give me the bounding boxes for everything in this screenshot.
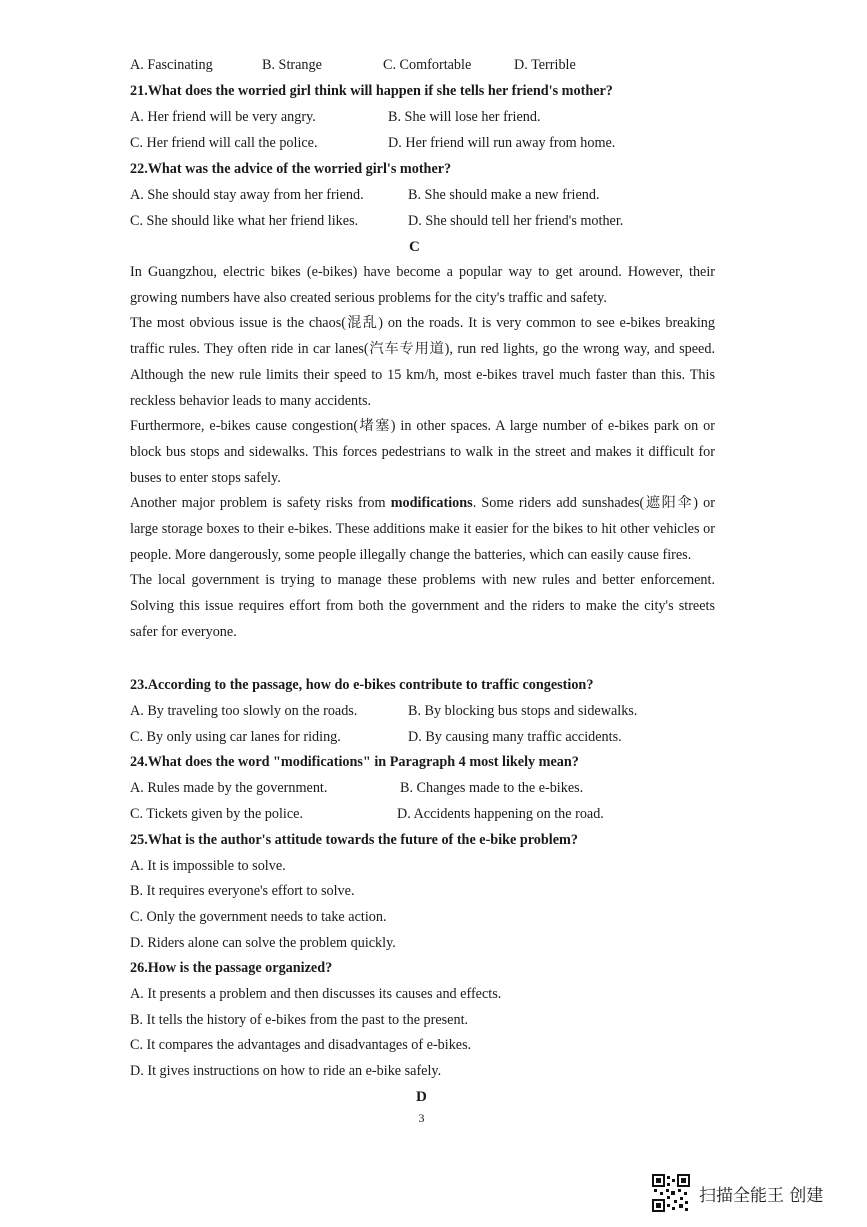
paragraph-4-text-before: Another major problem is safety risks from (130, 495, 391, 512)
q24-option-b: B. Changes made to the e-bikes. (400, 780, 584, 796)
section-d-heading: D (416, 1089, 427, 1105)
q20-option-b: B. Strange (262, 57, 322, 73)
q26-option-d: D. It gives instructions on how to ride an e-bike safely. (130, 1063, 442, 1079)
q20-option-a: A. Fascinating (130, 57, 213, 73)
q22-option-b: B. She should make a new friend. (408, 187, 600, 203)
page-number: 3 (418, 1111, 425, 1125)
q25-question: 25.What is the author's attitude towards the future of the e-bike problem? (130, 832, 578, 848)
q22-option-c: C. She should like what her friend likes. (130, 213, 359, 229)
q24-option-d: D. Accidents happening on the road. (397, 806, 604, 822)
paragraph-4-text-after: . Some riders add sunshades(遮阳伞) or large storage boxes to their e-bikes. These additions make it easier for the bikes to hit other vehicles or people. More dangerously, some people illegally change the batteries, which can easily cause fires. (130, 495, 715, 563)
scanner-app-label: 扫描全能王 创建 (699, 1185, 824, 1206)
scanner-watermark (652, 1174, 823, 1212)
q24-option-c: C. Tickets given by the police. (130, 806, 303, 822)
q23-option-a: A. By traveling too slowly on the roads. (130, 703, 358, 719)
q23-option-d: D. By causing many traffic accidents. (408, 729, 622, 745)
passage-c-paragraph-4 (130, 491, 715, 568)
q22-question: 22.What was the advice of the worried girl's mother? (130, 161, 452, 177)
q25-option-a: A. It is impossible to solve. (130, 858, 286, 874)
q24-question: 24.What does the word "modifications" in Paragraph 4 most likely mean? (130, 754, 579, 770)
q25-option-b: B. It requires everyone's effort to solve. (130, 883, 355, 899)
q23-option-c: C. By only using car lanes for riding. (130, 729, 341, 745)
q21-question: 21.What does the worried girl think will happen if she tells her friend's mother? (130, 83, 613, 99)
q23-option-b: B. By blocking bus stops and sidewalks. (408, 703, 638, 719)
q23-question: 23.According to the passage, how do e-bikes contribute to traffic congestion? (130, 677, 594, 693)
q25-option-c: C. Only the government needs to take action. (130, 909, 387, 925)
q22-option-d: D. She should tell her friend's mother. (408, 213, 624, 229)
qr-code-icon (652, 1174, 690, 1212)
q25-option-d: D. Riders alone can solve the problem quickly. (130, 935, 396, 951)
q20-option-c: C. Comfortable (383, 57, 472, 73)
passage-c-paragraph-3: Furthermore, e-bikes cause congestion(堵塞) in other spaces. A large number of e-bikes park on or block bus stops and sidewalks. This forces pedestrians to walk in the street and makes it difficult for buses to enter stops safely. (130, 418, 715, 486)
modifications-keyword: modifications (390, 495, 473, 512)
q24-option-a: A. Rules made by the government. (130, 780, 328, 796)
q21-option-c: C. Her friend will call the police. (130, 135, 318, 151)
passage-c-paragraph-1: In Guangzhou, electric bikes (e-bikes) have become a popular way to get around. However, their growing numbers have also created serious problems for the city's traffic and safety. (130, 264, 715, 306)
passage-c-paragraph-5: The local government is trying to manage these problems with new rules and better enforcement. Solving this issue requires effort from both the government and the riders to make the city's streets safer for everyone. (130, 572, 715, 640)
q26-option-c: C. It compares the advantages and disadvantages of e-bikes. (130, 1037, 472, 1053)
q21-option-a: A. Her friend will be very angry. (130, 109, 316, 125)
q21-option-b: B. She will lose her friend. (388, 109, 541, 125)
passage-c (130, 260, 715, 646)
q26-option-b: B. It tells the history of e-bikes from the past to the present. (130, 1012, 469, 1028)
q26-option-a: A. It presents a problem and then discusses its causes and effects. (130, 986, 502, 1002)
q20-option-d: D. Terrible (514, 57, 576, 73)
passage-c-paragraph-2: The most obvious issue is the chaos(混乱) on the roads. It is very common to see e-bikes breaking traffic rules. They often ride in car lanes(汽车专用道), run red lights, go the wrong way, and speed. Although the new rule limits their speed to 15 km/h, most e-bikes travel much faster than this. This reckless behavior leads to many accidents. (130, 315, 715, 409)
q26-question: 26.How is the passage organized? (130, 960, 333, 976)
section-c-heading: C (409, 239, 420, 255)
q22-option-a: A. She should stay away from her friend. (130, 187, 364, 203)
q21-option-d: D. Her friend will run away from home. (388, 135, 616, 151)
